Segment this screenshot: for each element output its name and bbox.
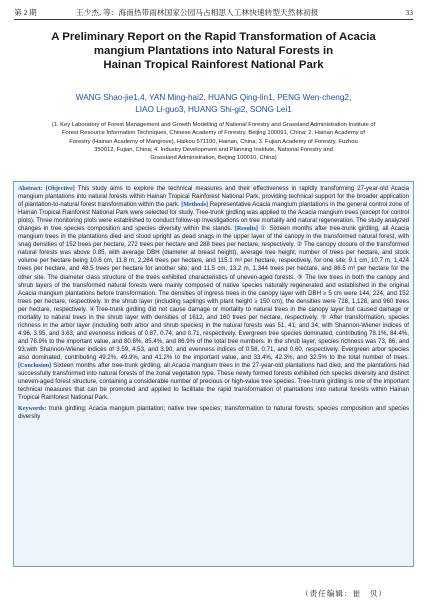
abstract-label: Abstract: [18,186,43,192]
objective-tag: [Objective] [45,186,75,192]
objective-text: This study aims to explore the technical measures and their effectiveness in rapidly transforming 27-year-old Acacia mangium plantations into natural forests within Hainan Tropical Rainforest National Park, providing technical support for the broader application of plantation-to-natural forest transformation within the park. [18,185,409,209]
abstract-box [13,181,414,567]
abstract-body [18,185,409,402]
running-header [14,6,413,20]
keywords-text: trunk girdling; Acacia mangium plantation; native tree species; transformation to natural forests; species composition and species diversity [18,405,410,421]
conclusion-text: Sixteen months after tree-trunk girdling, all Acacia mangium trees in the 27-year-old plantations had died, and the plantations had successfully transformed into natural forests of the zonal vegetation type. These newly formed forests exhibited rich species diversity and distinct uneven-aged forest structure, containing a considerable number of precious or high-value tree species. Tree-trunk girdling is one of the important technical measures that can be promoted and applied to facilitate the rapid transformation of plantations into natural forests within Hainan Tropical Rainforest National Park. [18,362,409,402]
affiliation-line: Forestry (Hainan Academy of Mangrove), Haikou 571100, Hainan, China; 3. Fujian Academy of Forestry, Fuzhou [69,138,358,145]
results-text: ① Sixteen months after tree-trunk girdling, all Acacia mangium trees in the plantations died and stood upright as dead snags in the upper layer of the canopy in the transformed natural forest, with snag densities of 152 trees per hectare, 272 trees per hectare and 288 trees per hectare, respectively. ② The canopy closure of the transformed natural forests was above 0.85, with average DBH (diameter at breast height), average tree height, number of trees per hectare, and stock volume per hectare being 10.6 cm, 11.8 m, 2,264 trees per hectare, and 115.1 m³ per hectare, respectively, for one site; 9.1 cm, 10.7 m, 1,424 trees per hectare, and 48.5 trees per hectare for another site; and 11.5 cm, 13.2 m, 1,344 trees per hectare, and 86.5 m³ per hectare for the other site. The diameter class structure of the trees exhibited characteristics of uneven-aged forests. ③ The live trees in both the canopy and shrub layers of the transformed natural forests were mainly composed of native species naturally regenerated and established in the original Acacia mangium plantations before transformation. The densities of ingress trees in the canopy layer with DBH ≥ 5 cm were 144, 224, and 152 trees per hectare, respectively. In the shrub layer (including saplings with plant height ≥ 150 cm), the densities were 728, 1,128, and 960 trees per hectare, respectively. ④Tree-trunk girdling did not cause damage or mortality to natural trees in the canopy layer but caused damage or mortality to natural trees in the shrub layer with densities of 1612, and 160 trees per hectare, respectively. ⑤ After transformation, species richness in the arbor layer (including both arbor and shrub species) in the natural forests was 51, 41, and 34, with Shannon-Wiener indices of 4.96, 3.95, and 3.63, and evenness indices of 0.87, 0.74, and 0.71, respectively. Evergreen tree species dominated, contributing 78.1%, 84.4%, and 78.9% to the important value, and 80.6%, 85.4%, and 86.9% of the total tree numbers. In the shrub layer, species richness was 73, 86, and 93,with Shannon-Wiener indices of 3.59, 4.53, and 3.90, and evenness indices of 0.58, 0.71, and 0.60, respectively. Evergreen arbor species also dominated, contributing 49.2%, 49.9%, and 41.2% to the important value, and 33.4%, 42.3%, and 32.5% to the total number of trees. [18,225,409,361]
paper-title [22,30,405,72]
author-list [30,92,397,116]
keywords [18,405,409,421]
title-line-2: mangium Plantations into Natural Forests in [93,45,334,57]
affiliation-line: 350012, Fujian, China; 4. Industry Development and Planning Institute, National Forestry and [94,146,333,153]
results-tag: [Results] [234,226,258,233]
affiliations [24,121,403,162]
methods-text: Representative Acacia mangium plantations in the general control zone of Hainan Tropical Rainforest National Park were selected for study. Tree-trunk girdling was applied to the Acacia mangium trees (except for control plots). Three monitoring plots were established to conduct follow-up investigations on tree mortality and natural regeneration. The study analyzed changes in tree species composition and species diversity within the stands. [18,201,409,233]
affiliation-line: Forest Resource Information Techniques, Chinese Academy of Forestry, Beijing 100091, China; 2. Hainan Academy of [62,130,365,137]
title-line-3: Hainan Tropical Rainforest National Park [103,59,324,71]
conclusion-tag: [Conclusion] [18,363,52,370]
methods-tag: [Methods] [181,202,208,209]
author-line-1: WANG Shao-jie1,4, YAN Ming-hai2, HUANG Qing-lin1, PENG Wen-cheng2, [75,93,352,102]
keywords-label: Keywords: [18,406,47,413]
editor-note: （责任编辑：崔 贝） [301,589,387,598]
issue-number: 第 2 期 [14,8,37,17]
affiliation-line: Grassland Administration, Beijing 100010, China) [150,155,277,162]
title-line-1: A Preliminary Report on the Rapid Transformation of Acacia [51,31,376,43]
page-number: 33 [405,8,413,17]
running-citation: 王少杰, 等：海南热带雨林国家公园马占相思人工林快速转型天然林初报 [76,8,319,17]
author-line-2: LIAO Li-guo3, HUANG Shi-gi2, SONG Lei1 [135,105,292,114]
affiliation-line: (1. Key Laboratory of Forest Management and Growth Modelling of National Forestry and Grassland Administration Institute of [51,122,376,128]
